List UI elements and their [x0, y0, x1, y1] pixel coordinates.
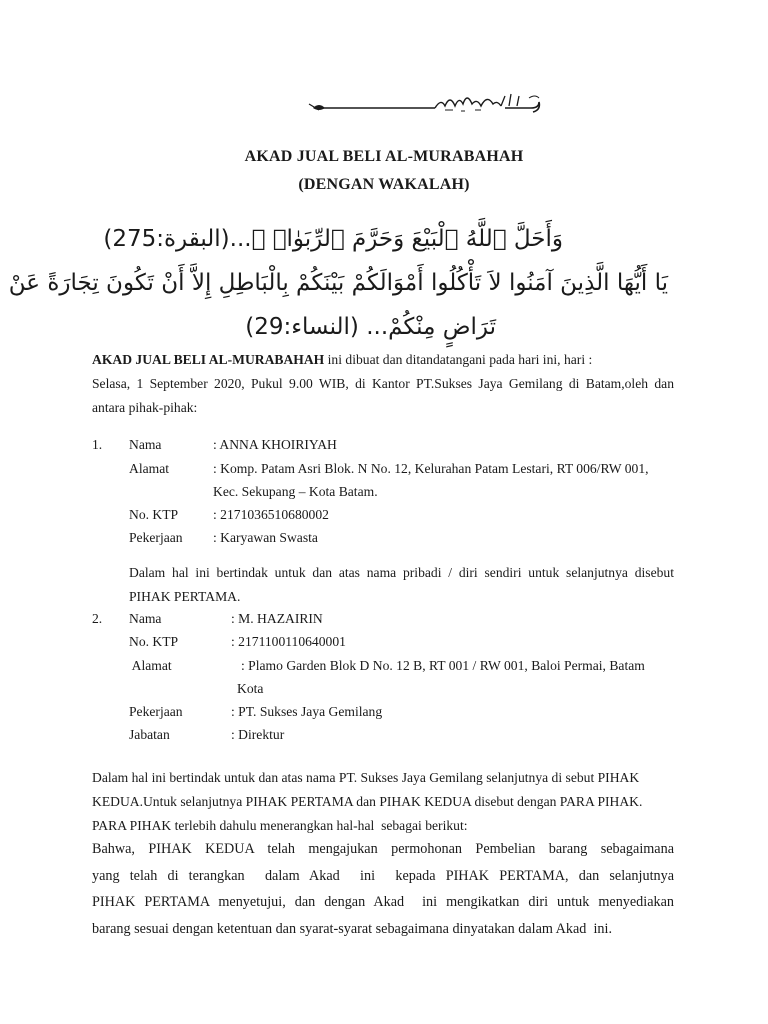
quran-verse-nisa-line2: تَرَاضٍ مِنْكُمْ... (النساء:29) — [245, 314, 496, 340]
party1-pekerjaan-label: Pekerjaan — [129, 530, 183, 545]
party2-nama-value: : M. HAZAIRIN — [231, 611, 323, 626]
document-subtitle: (DENGAN WAKALAH) — [298, 176, 470, 193]
intro-bold-lead: AKAD JUAL BELI AL-MURABAHAH — [92, 352, 325, 367]
party1-alamat-label: Alamat — [129, 461, 170, 476]
party1-statement — [129, 561, 674, 609]
intro-line1 — [92, 348, 674, 372]
party2-alamat-value-line2: Kota — [237, 681, 264, 696]
party2-alamat-label: Alamat — [129, 658, 172, 673]
party2-number: 2. — [92, 611, 103, 626]
party2-ktp-label: No. KTP — [129, 634, 179, 649]
party1-ktp-label: No. KTP — [129, 507, 179, 522]
party2-pekerjaan-value: : PT. Sukses Jaya Gemilang — [231, 704, 383, 719]
closing-line3: PARA PIHAK terlebih dahulu menerangkan hal-hal sebagai berikut: — [92, 818, 468, 833]
closing-line1: Dalam hal ini bertindak untuk dan atas nama PT. Sukses Jaya Gemilang selanjutnya di sebut PIHAK — [92, 770, 640, 785]
intro-line2: Selasa, 1 September 2020, Pukul 9.00 WIB, di Kantor PT.Sukses Jaya Gemilang di Batam,oleh dan — [92, 376, 674, 391]
closing-line2: KEDUA.Untuk selanjutnya PIHAK PERTAMA dan PIHAK KEDUA disebut dengan PARA PIHAK. — [92, 794, 643, 809]
closing-paragraph — [92, 766, 674, 838]
quran-verse-baqarah: وَأَحَلَّ ٱللَّهُ ٱلْبَيْعَ وَحَرَّمَ ٱلرِّبَوٰا۟ ۚ...(البقرة:275) — [103, 226, 563, 252]
bahwa-paragraph — [92, 836, 674, 942]
party1-statement-line2: PIHAK PERTAMA. — [129, 589, 241, 604]
party1-nama-value: : ANNA KHOIRIYAH — [213, 437, 337, 452]
party2-alamat-value-line1: : Plamo Garden Blok D No. 12 B, RT 001 / RW 001, Baloi Permai, Batam — [241, 658, 645, 673]
basmalah-calligraphy-icon — [305, 88, 545, 118]
party2-pekerjaan-label: Pekerjaan — [129, 704, 183, 719]
document-title: AKAD JUAL BELI AL-MURABAHAH — [244, 148, 524, 165]
party1-alamat-value-line1: : Komp. Patam Asri Blok. N No. 12, Kelurahan Patam Lestari, RT 006/RW 001, — [213, 461, 649, 476]
party1-alamat-value-line2: Kec. Sekupang – Kota Batam. — [213, 484, 378, 499]
party2-ktp-value: : 2171100110640001 — [231, 634, 346, 649]
party1-statement-line1: Dalam hal ini bertindak untuk dan atas nama pribadi / diri sendiri untuk selanjutnya disebut — [129, 565, 674, 580]
intro-line1-rest: ini dibuat dan ditandatangani pada hari ini, hari : — [324, 352, 593, 367]
party1-nama-label: Nama — [129, 437, 162, 452]
party1-pekerjaan-value: : Karyawan Swasta — [213, 530, 318, 545]
party2-nama-label: Nama — [129, 611, 162, 626]
quran-verse-nisa-line1: يَا أَيُّهَا الَّذِينَ آمَنُوا لاَ تَأْكُلُوا أَمْوَالَكُمْ بَيْنَكُمْ بِالْبَاطِلِ إِلاَّ أَنْ تَكُونَ تِجَارَةً عَنْ — [8, 270, 668, 296]
party1-ktp-value: : 2171036510680002 — [213, 507, 329, 522]
party1-number: 1. — [92, 437, 103, 452]
bahwa-line4: barang sesuai dengan ketentuan dan syarat-syarat sebagaimana dinyatakan dalam Akad ini. — [92, 920, 613, 937]
bahwa-line2: yang telah di terangkan dalam Akad ini kepada PIHAK PERTAMA, dan selanjutnya — [92, 867, 674, 884]
intro-paragraph — [92, 348, 674, 420]
party2-jabatan-value: : Direktur — [231, 727, 285, 742]
bahwa-line1: Bahwa, PIHAK KEDUA telah mengajukan permohonan Pembelian barang sebagaimana — [92, 841, 674, 857]
intro-line3: antara pihak-pihak: — [92, 400, 198, 415]
party2-jabatan-label: Jabatan — [129, 727, 170, 742]
bahwa-line3: PIHAK PERTAMA menyetujui, dan dengan Akad ini mengikatkan diri untuk menyediakan — [92, 894, 674, 910]
